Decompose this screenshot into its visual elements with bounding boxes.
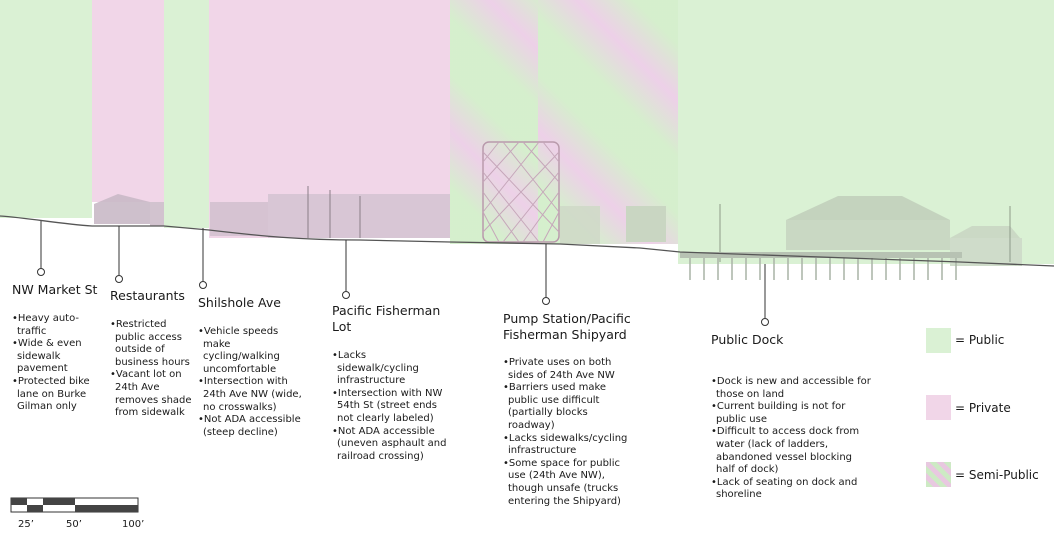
note-item: • Not ADA accessible (steep decline) xyxy=(198,414,308,439)
station-title-shilshole: Shilshole Ave xyxy=(198,295,281,310)
note-item: • Lacks sidewalks/cycling infrastructure xyxy=(503,433,637,458)
note-item: • Lacks sidewalk/cycling infrastructure xyxy=(332,350,450,388)
station-title-pump-station: Pump Station/Pacific Fisherman Shipyard xyxy=(503,311,631,342)
note-item: • Difficult to access dock from water (lack of ladders, abandoned vessel blocking half of dock) xyxy=(711,426,871,476)
note-item: • Lack of seating on dock and shoreline xyxy=(711,477,871,502)
station-notes-restaurants xyxy=(110,319,194,420)
note-item: • Wide & even sidewalk pavement xyxy=(12,338,100,376)
scale-label-100: 100’ xyxy=(122,519,145,530)
station-title-restaurants: Restaurants xyxy=(110,288,185,303)
note-item: • Intersection with NW 54th St (street ends not clearly labeled) xyxy=(332,388,450,426)
note-item: • Dock is new and accessible for those on land xyxy=(711,376,871,401)
note-item: • Heavy auto-traffic xyxy=(12,313,100,338)
legend-label-public: = Public xyxy=(955,333,1005,347)
note-item: • Not ADA accessible (uneven asphault and railroad crossing) xyxy=(332,426,450,464)
station-title-fisherman-lot: Pacific Fisherman Lot xyxy=(332,303,441,334)
note-item: • Vehicle speeds make cycling/walking uncomfortable xyxy=(198,326,308,376)
station-notes-shilshole xyxy=(198,326,308,439)
legend-swatch-semi-public xyxy=(926,462,951,487)
station-title-market-st: NW Market St xyxy=(12,282,98,297)
note-item: • Some space for public use (24th Ave NW), though unsafe (trucks entering the Shipyard) xyxy=(503,458,637,508)
note-item: • Intersection with 24th Ave NW (wide, no crosswalks) xyxy=(198,376,308,414)
note-item: • Protected bike lane on Burke Gilman only xyxy=(12,376,100,414)
legend-swatch-public xyxy=(926,328,951,353)
note-item: • Barriers used make public use difficult (partially blocks roadway) xyxy=(503,382,637,432)
station-notes-pump-station xyxy=(503,357,637,508)
legend-label-semi-public: = Semi-Public xyxy=(955,468,1039,482)
station-notes-public-dock xyxy=(711,376,871,502)
station-notes-market-st xyxy=(12,313,100,414)
note-item: • Current building is not for public use xyxy=(711,401,871,426)
scale-label-50: 50’ xyxy=(66,519,82,530)
scale-bar xyxy=(10,497,150,517)
station-title-public-dock: Public Dock xyxy=(711,332,784,347)
note-item: • Vacant lot on 24th Ave removes shade from sidewalk xyxy=(110,369,194,419)
scale-label-25: 25’ xyxy=(18,519,34,530)
legend-label-private: = Private xyxy=(955,401,1011,415)
note-item: • Private uses on both sides of 24th Ave NW xyxy=(503,357,637,382)
legend-swatch-private xyxy=(926,395,951,420)
station-notes-fisherman-lot xyxy=(332,350,450,463)
note-item: • Restricted public access outside of business hours xyxy=(110,319,194,369)
